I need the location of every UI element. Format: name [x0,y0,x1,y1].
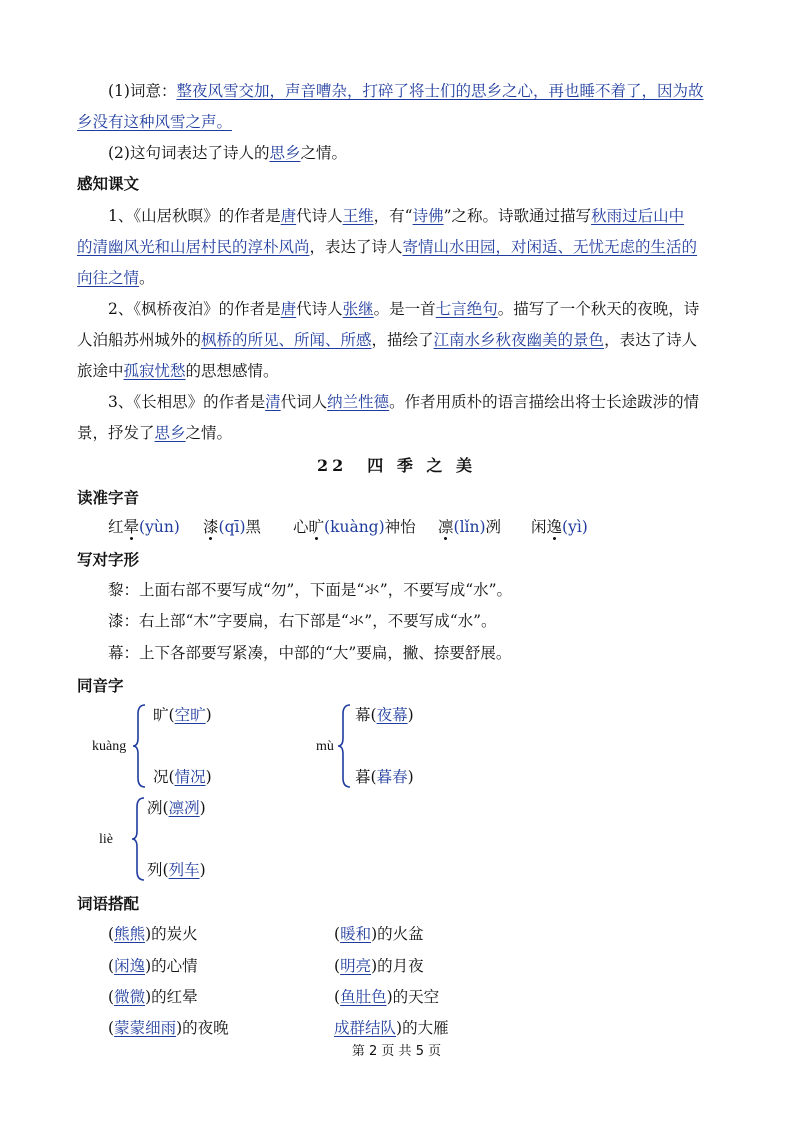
homophone-bottom [355,766,414,788]
colloc-open: ( [334,988,341,1006]
item3-a: 3、《长相思》的作者是 [108,393,266,411]
colloc-close: ) [371,957,378,975]
collocation-item [108,920,198,948]
collocation-item [108,983,198,1011]
colloc-close: ) [145,957,152,975]
emotion-suffix: 之情。 [300,144,347,162]
homophone-word: 情况 [174,768,206,786]
colloc-rest: 的炭火 [151,925,198,943]
homophone-top [355,704,414,726]
item3-e: 之情。 [185,424,233,442]
item2-form: 七言绝句 [435,300,498,318]
perceive-heading: 感知课文 [77,175,140,193]
colloc-open: ( [334,925,341,943]
item2-g: ，表达了诗人 [604,331,698,349]
homophone-word: 暮春 [376,768,408,786]
colloc-close: ) [145,925,152,943]
colloc-rest: 的天空 [392,988,440,1006]
item2-e: 人泊船苏州城外的 [77,331,202,349]
item1-d: ”之称。诗歌通过描写 [443,207,592,225]
item2-author: 张继 [342,300,374,318]
homophone-word: 凛冽 [168,799,200,817]
homophone-char: 列( [147,861,169,879]
meaning-label: (1)词意： [108,82,177,100]
meaning-line-1 [77,76,717,107]
homophone-bottom [147,859,206,881]
read-item [108,513,180,541]
read-pre: 心 [293,518,309,536]
colloc-open: ( [108,925,115,943]
colloc-word: 暖和 [340,925,372,943]
homophone-top [147,797,206,819]
write-line: 幕：上下各部要写紧凑，中部的“大”要扁，撇、捺要舒展。 [108,644,512,662]
read-item [531,513,588,541]
item3-line-2 [77,418,717,449]
item3-author: 纳兰性德 [327,393,390,411]
item2-i: 的思想感情。 [185,362,279,380]
homophone-paren: ) [205,706,212,724]
item3-c: 。作者用质朴的语言描绘出将士长途跋涉的情 [389,393,700,411]
collocations-heading: 词语搭配 [77,895,140,913]
colloc-rest: 的火盆 [377,925,424,943]
collocation-item [334,983,439,1011]
collocation-item [108,1014,229,1042]
item1-a: 1、《山居秋暝》的作者是 [108,207,281,225]
homophone-char: 幕( [355,706,377,724]
item2-f: ，描绘了 [371,331,434,349]
colloc-open: ( [108,957,115,975]
colloc-close: ) [371,925,378,943]
homophone-paren: ) [407,768,414,786]
read-char: 逸 [546,518,563,536]
write-line: 漆：右上部“木”字要扁，右下部是“氺”，不要写成“水”。 [108,612,497,630]
read-pinyin: (kuàng) [324,518,385,536]
item2-line-3 [77,356,717,387]
read-char: 晕 [123,518,140,536]
read-char: 凛 [438,518,454,536]
homophone-paren: ) [407,706,414,724]
homophone-paren: ) [199,861,206,879]
item2-seen: 枫桥的所见、所闻、所感 [201,331,372,349]
item3-d: 景，抒发了 [77,424,155,442]
homophone-word: 列车 [168,861,200,879]
homophone-bottom [153,766,212,788]
colloc-open: ( [334,957,341,975]
item2-scene: 江南水乡秋夜幽美的景色 [433,331,605,349]
colloc-rest: 的月夜 [377,957,424,975]
read-char: 旷 [308,518,325,536]
colloc-rest: 的大雁 [402,1019,449,1037]
meaning-line-2 [77,107,717,138]
read-post: 神怡 [384,518,416,536]
colloc-rest: 的夜晚 [182,1019,229,1037]
colloc-close: ) [145,988,152,1006]
item1-title: 诗佛 [412,207,444,225]
item1-author: 王维 [342,207,374,225]
write-line: 黎：上面右部不要写成“勿”，下面是“氺”，不要写成“水”。 [108,581,513,599]
item1-feeling-2: 向往之情 [77,269,140,287]
homophone-word: 空旷 [174,706,206,724]
read-item [438,513,501,541]
homophone-pinyin: liè [99,832,113,847]
item1-line-2 [77,232,717,263]
item2-feeling: 孤寂忧愁 [123,362,186,380]
colloc-rest: 的心情 [151,957,198,975]
item3-b: 代词人 [280,393,328,411]
item1-e: ，表达了诗人 [309,238,403,256]
read-pinyin: (qī) [218,518,246,536]
colloc-close: ) [386,988,393,1006]
page-footer: 第 2 页 共 5 页 [351,1044,442,1059]
read-chars-heading: 读准字音 [77,489,140,507]
homophone-top [153,704,212,726]
meaning-answer-2: 乡没有这种风雪之声。 [77,113,233,131]
collocation-item [108,952,198,980]
collocation-item [334,952,424,980]
item2-h: 旅途中 [77,362,124,380]
item1-feeling-1: 寄情山水田园，对闲适、无忧无虑的生活的 [402,238,698,256]
item1-scene-1: 秋雨过后山中 [591,207,685,225]
colloc-word: 微微 [114,988,146,1006]
item2-d: 。描写了一个秋天的夜晚，诗 [497,300,700,318]
item1-b: 代诗人 [296,207,343,225]
colloc-rest: 的红晕 [151,988,198,1006]
homophone-char: 冽( [147,799,169,817]
item1-c: ，有“ [373,207,413,225]
emotion-prefix: (2)这句词表达了诗人的 [108,144,270,162]
item2-line-2 [77,325,717,356]
item1-line-3 [77,263,717,294]
emotion-answer: 思乡 [269,144,301,162]
colloc-open: ( [108,1019,115,1037]
colloc-word: 闲逸 [114,957,146,975]
homophone-paren: ) [199,799,206,817]
read-pinyin: (yì) [562,518,588,536]
homophone-pinyin: kuàng [92,739,127,754]
colloc-word: 鱼肚色 [340,988,387,1006]
homophone-pinyin: mù [316,739,334,754]
homophone-word: 夜幕 [376,706,408,724]
item3-line-1 [77,387,717,418]
item3-feeling: 思乡 [154,424,186,442]
read-post: 黑 [245,518,262,536]
item2-line-1 [77,294,717,325]
read-pre: 红 [108,518,124,536]
homophone-char: 暮( [355,768,377,786]
read-post: 冽 [485,518,502,536]
write-chars-heading: 写对字形 [77,551,140,569]
homophones-heading: 同音字 [77,677,124,695]
read-item [293,513,416,541]
homophone-paren: ) [205,768,212,786]
item2-b: 代诗人 [296,300,343,318]
colloc-open: ( [108,988,115,1006]
collocation-item [334,1014,449,1042]
read-char: 漆 [203,518,219,536]
meaning-answer-1: 整夜风雪交加，声音嘈杂，打碎了将士们的思乡之心，再也睡不着了，因为故 [176,82,704,100]
item1-line-1 [77,201,717,232]
homophone-char: 旷( [153,706,175,724]
item2-dynasty: 唐 [280,300,297,318]
item1-scene-2: 的清幽风光和山居村民的淳朴风尚 [77,238,310,256]
lesson-title: 22 四 季 之 美 [317,456,476,475]
read-pre: 闲 [531,518,547,536]
item3-dynasty: 清 [265,393,281,411]
item2-c: 。是一首 [373,300,436,318]
colloc-word: 成群结队 [334,1019,397,1037]
read-pinyin: (lǐn) [453,518,486,536]
colloc-close: ) [176,1019,183,1037]
read-item [203,513,261,541]
colloc-word: 明亮 [340,957,372,975]
item1-f: 。 [139,269,155,287]
item1-dynasty: 唐 [280,207,297,225]
read-pinyin: (yùn) [139,518,180,536]
emotion-line [77,138,717,169]
homophone-char: 况( [153,768,175,786]
colloc-word: 蒙蒙细雨 [114,1019,177,1037]
collocation-item [334,920,424,948]
colloc-close: ) [396,1019,403,1037]
colloc-word: 熊熊 [114,925,146,943]
item2-a: 2、《枫桥夜泊》的作者是 [108,300,281,318]
